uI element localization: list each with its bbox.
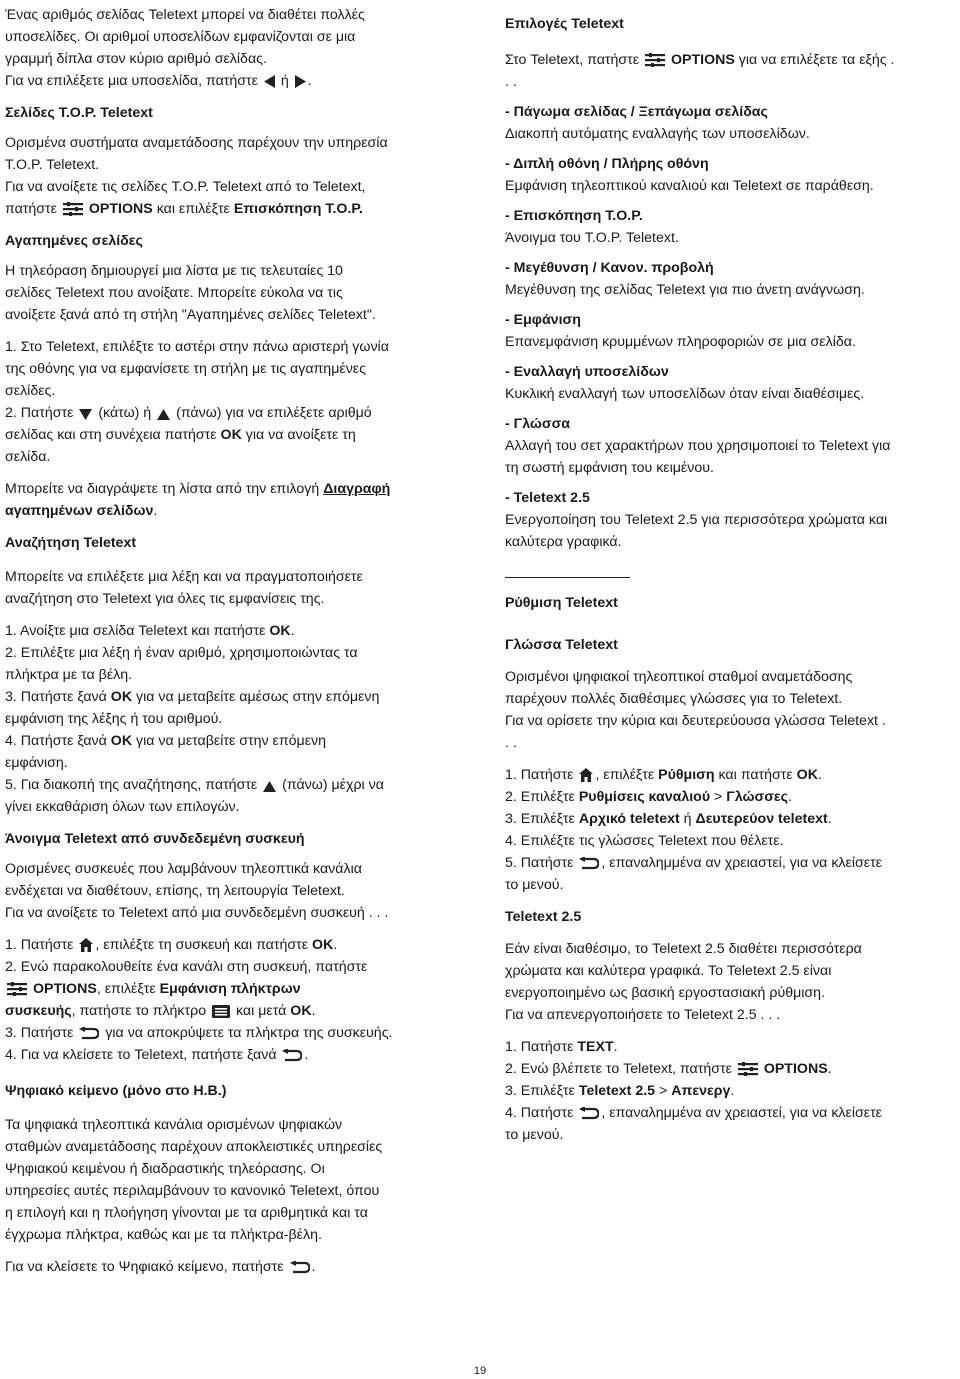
- section-divider: [505, 577, 630, 578]
- right-arrow-icon: [295, 75, 306, 88]
- home-icon: [579, 768, 593, 782]
- list-item: - Πάγωμα σελίδας / Ξεπάγωμα σελίδας Διακοπή αυτόματης εναλλαγής των υποσελίδων.: [505, 104, 810, 142]
- search-steps: 1. Ανοίξτε μια σελίδα Teletext και πατήστε OK. 2. Επιλέξτε μια λέξη ή έναν αριθμό, χρησιμοποιώντας τα πλήκτρα με τα βέλη. 3. Πατήστε ξανά OK για να μεταβείτε αμέσως στην επόμενη εμφάνιση της λέξης ή του αριθμού. 4. Πατήστε ξανά OK για να μεταβείτε στην επόμενη εμφάνιση. 5. Για διακοπή της αναζήτησης, πατήστε (πάνω) μέχρι να γίνει εκκαθάριση όλων των επιλογών.: [5, 623, 384, 815]
- list-item: - Teletext 2.5 Ενεργοποίηση του Teletext 2.5 για περισσότερα χρώματα και καλύτερα γραφικά.: [505, 490, 888, 550]
- section-heading-device: Άνοιγμα Teletext από συνδεδεμένη συσκευή: [5, 831, 305, 847]
- section-heading-favourites: Αγαπημένες σελίδες: [5, 233, 143, 249]
- home-icon: [79, 938, 93, 952]
- list-item: - Εμφάνιση Επανεμφάνιση κρυμμένων πληροφοριών σε μια σελίδα.: [505, 312, 856, 350]
- down-arrow-icon: [79, 409, 92, 420]
- teletext-25-text: Εάν είναι διαθέσιμο, το Teletext 2.5 διαθέτει περισσότερα χρώματα και καλύτερα γραφικά. Το Teletext 2.5 είναι ενεργοποιημένο ως βασική εργοστασιακή ρύθμιση. Για να απενεργοποιήσετε το Teletext 2.5 . . .: [505, 941, 862, 1023]
- left-arrow-icon: [264, 75, 275, 88]
- language-text: Ορισμένοι ψηφιακοί τηλεοπτικοί σταθμοί αναμετάδοσης παρέχουν πολλές διαθέσιμες γλώσσες για το Teletext. Για να ορίσετε την κύρια και δευτερεύουσα γλώσσα Teletext . . .: [505, 669, 886, 751]
- back-icon: [579, 1107, 599, 1120]
- intro-text: Ένας αριθμός σελίδας Teletext μπορεί να διαθέτει πολλές υποσελίδες. Οι αριθμοί υποσελίδων εμφανίζονται σε μια γραμμή δίπλα στον κύριο αριθμό σελίδας. Για να επιλέξετε μια υποσελίδα, πατήστε ή .: [5, 7, 365, 89]
- section-heading-language: Γλώσσα Teletext: [505, 637, 618, 653]
- list-item: - Επισκόπηση Τ.Ο.Ρ. Άνοιγμα του T.O.P. Teletext.: [505, 208, 679, 246]
- options-icon: [63, 202, 83, 216]
- back-icon: [79, 1027, 99, 1040]
- section-heading-options: Επιλογές Teletext: [505, 16, 624, 32]
- section-heading-teletext-25: Teletext 2.5: [505, 909, 582, 925]
- options-list: [505, 101, 957, 553]
- left-column: [5, 0, 463, 1278]
- language-steps: 1. Πατήστε , επιλέξτε Ρύθμιση και πατήστε OK. 2. Επιλέξτε Ρυθμίσεις καναλιού > Γλώσσες. 3. Επιλέξτε Αρχικό teletext ή Δευτερεύον teletext. 4. Επιλέξτε τις γλώσσες Teletext που θέλετε. 5. Πατήστε , επαναλημμένα αν χρειαστεί, για να κλείσετε το μενού.: [505, 767, 883, 893]
- digital-text: Τα ψηφιακά τηλεοπτικά κανάλια ορισμένων ψηφιακών σταθμών αναμετάδοσης παρέχουν αποκλειστικές υπηρεσίες Ψηφιακού κειμένου ή διαδραστικής τηλεόρασης. Οι υπηρεσίες αυτές περιλαμβάνουν το κανονικό Teletext, όπου η επιλογή και η πλοήγηση γίνονται με τα αριθμητικά και τα έγχρωμα πλήκτρα, καθώς και με τα πλήκτρα-βέλη.: [5, 1117, 383, 1243]
- favourites-steps: 1. Στο Teletext, επιλέξτε το αστέρι στην πάνω αριστερή γωνία της οθόνης για να εμφανίσετε τη στήλη με τις αγαπημένες σελίδες. 2. Πατήστε (κάτω) ή (πάνω) για να επιλέξετε αριθμό σελίδας και στη συνέχεια πατήστε OK για να ανοίξετε τη σελίδα.: [5, 339, 389, 465]
- favourites-delete: Μπορείτε να διαγράψετε τη λίστα από την επιλογή Διαγραφή αγαπημένων σελίδων.: [5, 481, 391, 519]
- options-icon: [645, 53, 665, 67]
- options-icon: [7, 982, 27, 996]
- section-heading-setup: Ρύθμιση Teletext: [505, 595, 618, 611]
- page-number: 19: [473, 1365, 487, 1377]
- back-icon: [282, 1049, 302, 1062]
- up-arrow-icon: [263, 781, 276, 792]
- device-text: Ορισμένες συσκευές που λαμβάνουν τηλεοπτικά κανάλια ενδέχεται να διαθέτουν, επίσης, τη λειτουργία Teletext. Για να ανοίξετε το Teletext από μια συνδεδεμένη συσκευή . . .: [5, 861, 389, 921]
- list-item: - Γλώσσα Αλλαγή του σετ χαρακτήρων που χρησιμοποιεί το Teletext για τη σωστή εμφάνιση του κειμένου.: [505, 416, 891, 476]
- back-icon: [290, 1261, 310, 1274]
- section-heading-digital: Ψηφιακό κείμενο (μόνο στο Η.Β.): [5, 1083, 227, 1099]
- digital-close: Για να κλείσετε το Ψηφιακό κείμενο, πατήστε .: [5, 1259, 316, 1275]
- right-column: [505, 0, 957, 1146]
- up-arrow-icon: [157, 409, 170, 420]
- section-heading-top: Σελίδες Τ.Ο.Ρ. Teletext: [5, 105, 153, 121]
- options-intro: Στο Teletext, πατήστε OPTIONS για να επιλέξετε τα εξής . . .: [505, 52, 895, 90]
- favourites-text: Η τηλεόραση δημιουργεί μια λίστα με τις τελευταίες 10 σελίδες Teletext που ανοίξατε. Μπορείτε εύκολα να τις ανοίξετε ξανά από τη στήλη "Αγαπημένες σελίδες Teletext".: [5, 263, 376, 323]
- list-item: - Μεγέθυνση / Κανον. προβολή Μεγέθυνση της σελίδας Teletext για πιο άνετη ανάγνωση.: [505, 260, 865, 298]
- section-heading-search: Αναζήτηση Teletext: [5, 535, 137, 551]
- list-item: - Διπλή οθόνη / Πλήρης οθόνη Εμφάνιση τηλεοπτικού καναλιού και Teletext σε παράθεση.: [505, 156, 874, 194]
- device-steps: 1. Πατήστε , επιλέξτε τη συσκευή και πατήστε OK. 2. Ενώ παρακολουθείτε ένα κανάλι στη συσκευή, πατήστε OPTIONS, επιλέξτε Εμφάνιση πλήκτρων συσκευής, πατήστε το πλήκτρο και μετά OK. 3. Πατήστε για να αποκρύψετε τα πλήκτρα της συσκευής. 4. Για να κλείσετε το Teletext, πατήστε ξανά .: [5, 937, 393, 1063]
- keypad-icon: [212, 1005, 230, 1018]
- top-text: Ορισμένα συστήματα αναμετάδοσης παρέχουν την υπηρεσία T.O.P. Teletext. Για να ανοίξετε τις σελίδες T.O.P. Teletext από το Teletext, πατήστε OPTIONS και επιλέξτε Επισκόπηση Τ.Ο.Ρ.: [5, 135, 388, 217]
- back-icon: [579, 857, 599, 870]
- teletext-25-steps: 1. Πατήστε TEXT. 2. Ενώ βλέπετε το Teletext, πατήστε OPTIONS. 3. Επιλέξτε Teletext 2.5 > Απενεργ. 4. Πατήστε , επαναλημμένα αν χρειαστεί, για να κλείσετε το μενού.: [505, 1039, 883, 1143]
- search-text: Μπορείτε να επιλέξετε μια λέξη και να πραγματοποιήσετε αναζήτηση στο Teletext για όλες τις εμφανίσεις της.: [5, 569, 363, 607]
- options-icon: [738, 1062, 758, 1076]
- list-item: - Εναλλαγή υποσελίδων Κυκλική εναλλαγή των υποσελίδων όταν είναι διαθέσιμες.: [505, 364, 865, 402]
